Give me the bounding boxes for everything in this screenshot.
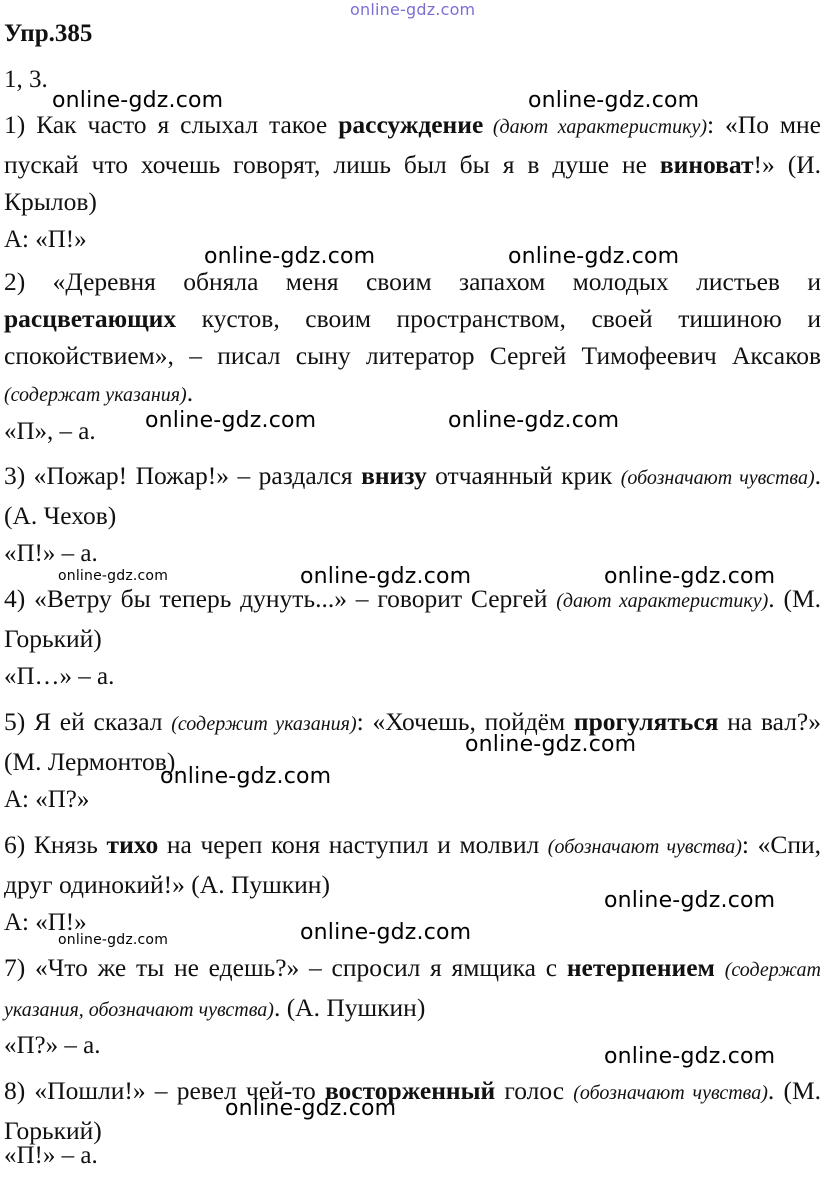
watermark-small: online-gdz.com [58,568,169,584]
bold-word: рассуждение [338,110,484,139]
watermark: online-gdz.com [300,564,472,589]
sentence-6: 6) Князь тихо на череп коня наступил и молвил (обозначают чувства): «Спи, друг одинокий!» (А. Пушкин) [4,830,821,899]
watermark: online-gdz.com [448,408,620,433]
watermark-top: online-gdz.com [350,0,476,19]
scheme-5: А: «П?» [4,786,90,813]
watermark: online-gdz.com [145,408,317,433]
watermark-small: online-gdz.com [58,932,169,948]
exercise-title: Упр.385 [4,20,93,47]
bold-word: внизу [361,461,427,490]
note: (содержит указания) [171,713,357,735]
watermark: online-gdz.com [52,88,224,113]
sentence-7: 7) «Что же ты не едешь?» – спросил я ямщика с нетерпением (содержат указания, обозначают чувства). (А. Пушкин) [4,953,821,1022]
note: (дают характеристику) [556,590,769,612]
note: (обозначают чувства) [547,836,742,858]
bold-word: восторженный [324,1076,496,1105]
watermark: online-gdz.com [465,732,637,757]
note: (дают характеристику) [483,116,707,138]
note: (содержат указания, обозначают чувства) [4,959,821,1021]
sentence-5: 5) Я ей сказал (содержит указания): «Хочешь, пойдём прогуляться на вал?» (М. Лермонтов) [4,707,821,776]
scheme-1: А: «П!» [4,226,87,253]
scheme-3: «П!» – а. [4,540,98,567]
sentence-1: 1) Как часто я слыхал такое рассуждение (дают характеристику): «По мне пускай что хочешь говорят, лишь был бы я в душе не виноват!» (И. Крылов) [4,110,821,216]
bold-word: прогуляться [573,707,719,736]
sentence-8: 8) «Пошли!» – ревел чей-то восторженный голос (обозначают чувства). (М. Горький) [4,1076,821,1145]
note: (содержат указания) [4,384,187,406]
scheme-7: «П?» – а. [4,1032,101,1059]
watermark: online-gdz.com [604,1044,776,1069]
sentence-4: 4) «Ветру бы теперь дунуть...» – говорит Сергей (дают характеристику). (М. Горький) [4,584,822,653]
bold-word: нетерпением [566,953,715,982]
bold-word: расцветающих [4,304,177,333]
answer-numbers: 1, 3. [4,66,48,93]
scheme-2: «П», – а. [4,418,96,445]
watermark: online-gdz.com [204,244,376,269]
scheme-4: «П…» – а. [4,663,115,690]
bold-word: виноват [659,150,754,179]
watermark: online-gdz.com [528,88,700,113]
sentence-3: 3) «Пожар! Пожар!» – раздался внизу отчаянный крик (обозначают чувства). (А. Чехов) [4,461,821,530]
bold-word: тихо [106,830,159,859]
note: (обозначают чувства) [573,1082,768,1104]
watermark: online-gdz.com [604,564,776,589]
watermark: online-gdz.com [225,1096,397,1121]
watermark: online-gdz.com [604,888,776,913]
scheme-8: «П!» – а. [4,1142,98,1169]
watermark: online-gdz.com [300,920,472,945]
watermark: online-gdz.com [508,244,680,269]
scheme-6: А: «П!» [4,909,87,936]
sentence-2: 2) «Деревня обняла меня своим запахом молодых листьев и расцветающих кустов, своим пространством, своей тишиною и спокойствием», – писал сыну литератор Сергей Тимофеевич Аксаков (содержат указания). [4,267,821,407]
watermark: online-gdz.com [160,764,332,789]
note: (обозначают чувства) [620,467,815,489]
